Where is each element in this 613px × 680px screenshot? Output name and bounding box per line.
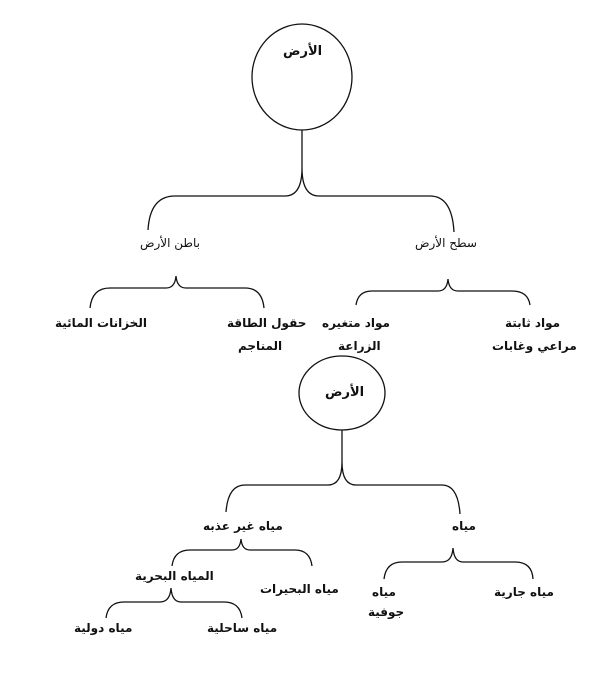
branch-label-water: مياه (452, 519, 476, 533)
leaf-coastal-water: مياه ساحلية (207, 621, 278, 635)
leaf-ground-water-1: مياه (372, 585, 396, 599)
leaf-international-water: مياه دولية (74, 621, 133, 635)
brace-left-2 (172, 539, 312, 566)
leaf-ground-water-2: جوفية (368, 605, 405, 619)
leaf-water-reservoirs: الخزانات المائية (55, 316, 147, 330)
leaf-agriculture: الزراعة (338, 339, 381, 353)
brace-sea (106, 588, 242, 618)
leaf-energy-fields: حقول الطاقة (227, 316, 307, 330)
brace-top-2 (226, 430, 460, 514)
leaf-sea-water: المياه البحرية (135, 569, 214, 583)
leaf-fixed-materials: مواد ثابتة (505, 316, 561, 330)
root-label-1: الأرض (283, 44, 323, 59)
leaf-pastures-forests: مراعي وغابات (492, 339, 577, 353)
leaf-variable-materials: مواد متغيره (322, 316, 390, 330)
root-circle-1 (252, 24, 352, 130)
brace-right-1 (356, 279, 530, 305)
brace-right-2 (384, 548, 533, 579)
leaf-running-water: مياه جارية (494, 585, 554, 599)
root-label-2: الأرض (325, 385, 365, 400)
brace-top-1 (148, 130, 454, 232)
branch-label-non-fresh: مياه غير عذبه (203, 519, 283, 533)
brace-left-1 (90, 276, 264, 308)
leaf-mines: المناجم (238, 339, 283, 353)
branch-label-surface: سطح الأرض (415, 236, 477, 250)
leaf-lake-water: مياه البحيرات (260, 582, 339, 596)
branch-label-interior: باطن الأرض (140, 236, 200, 250)
